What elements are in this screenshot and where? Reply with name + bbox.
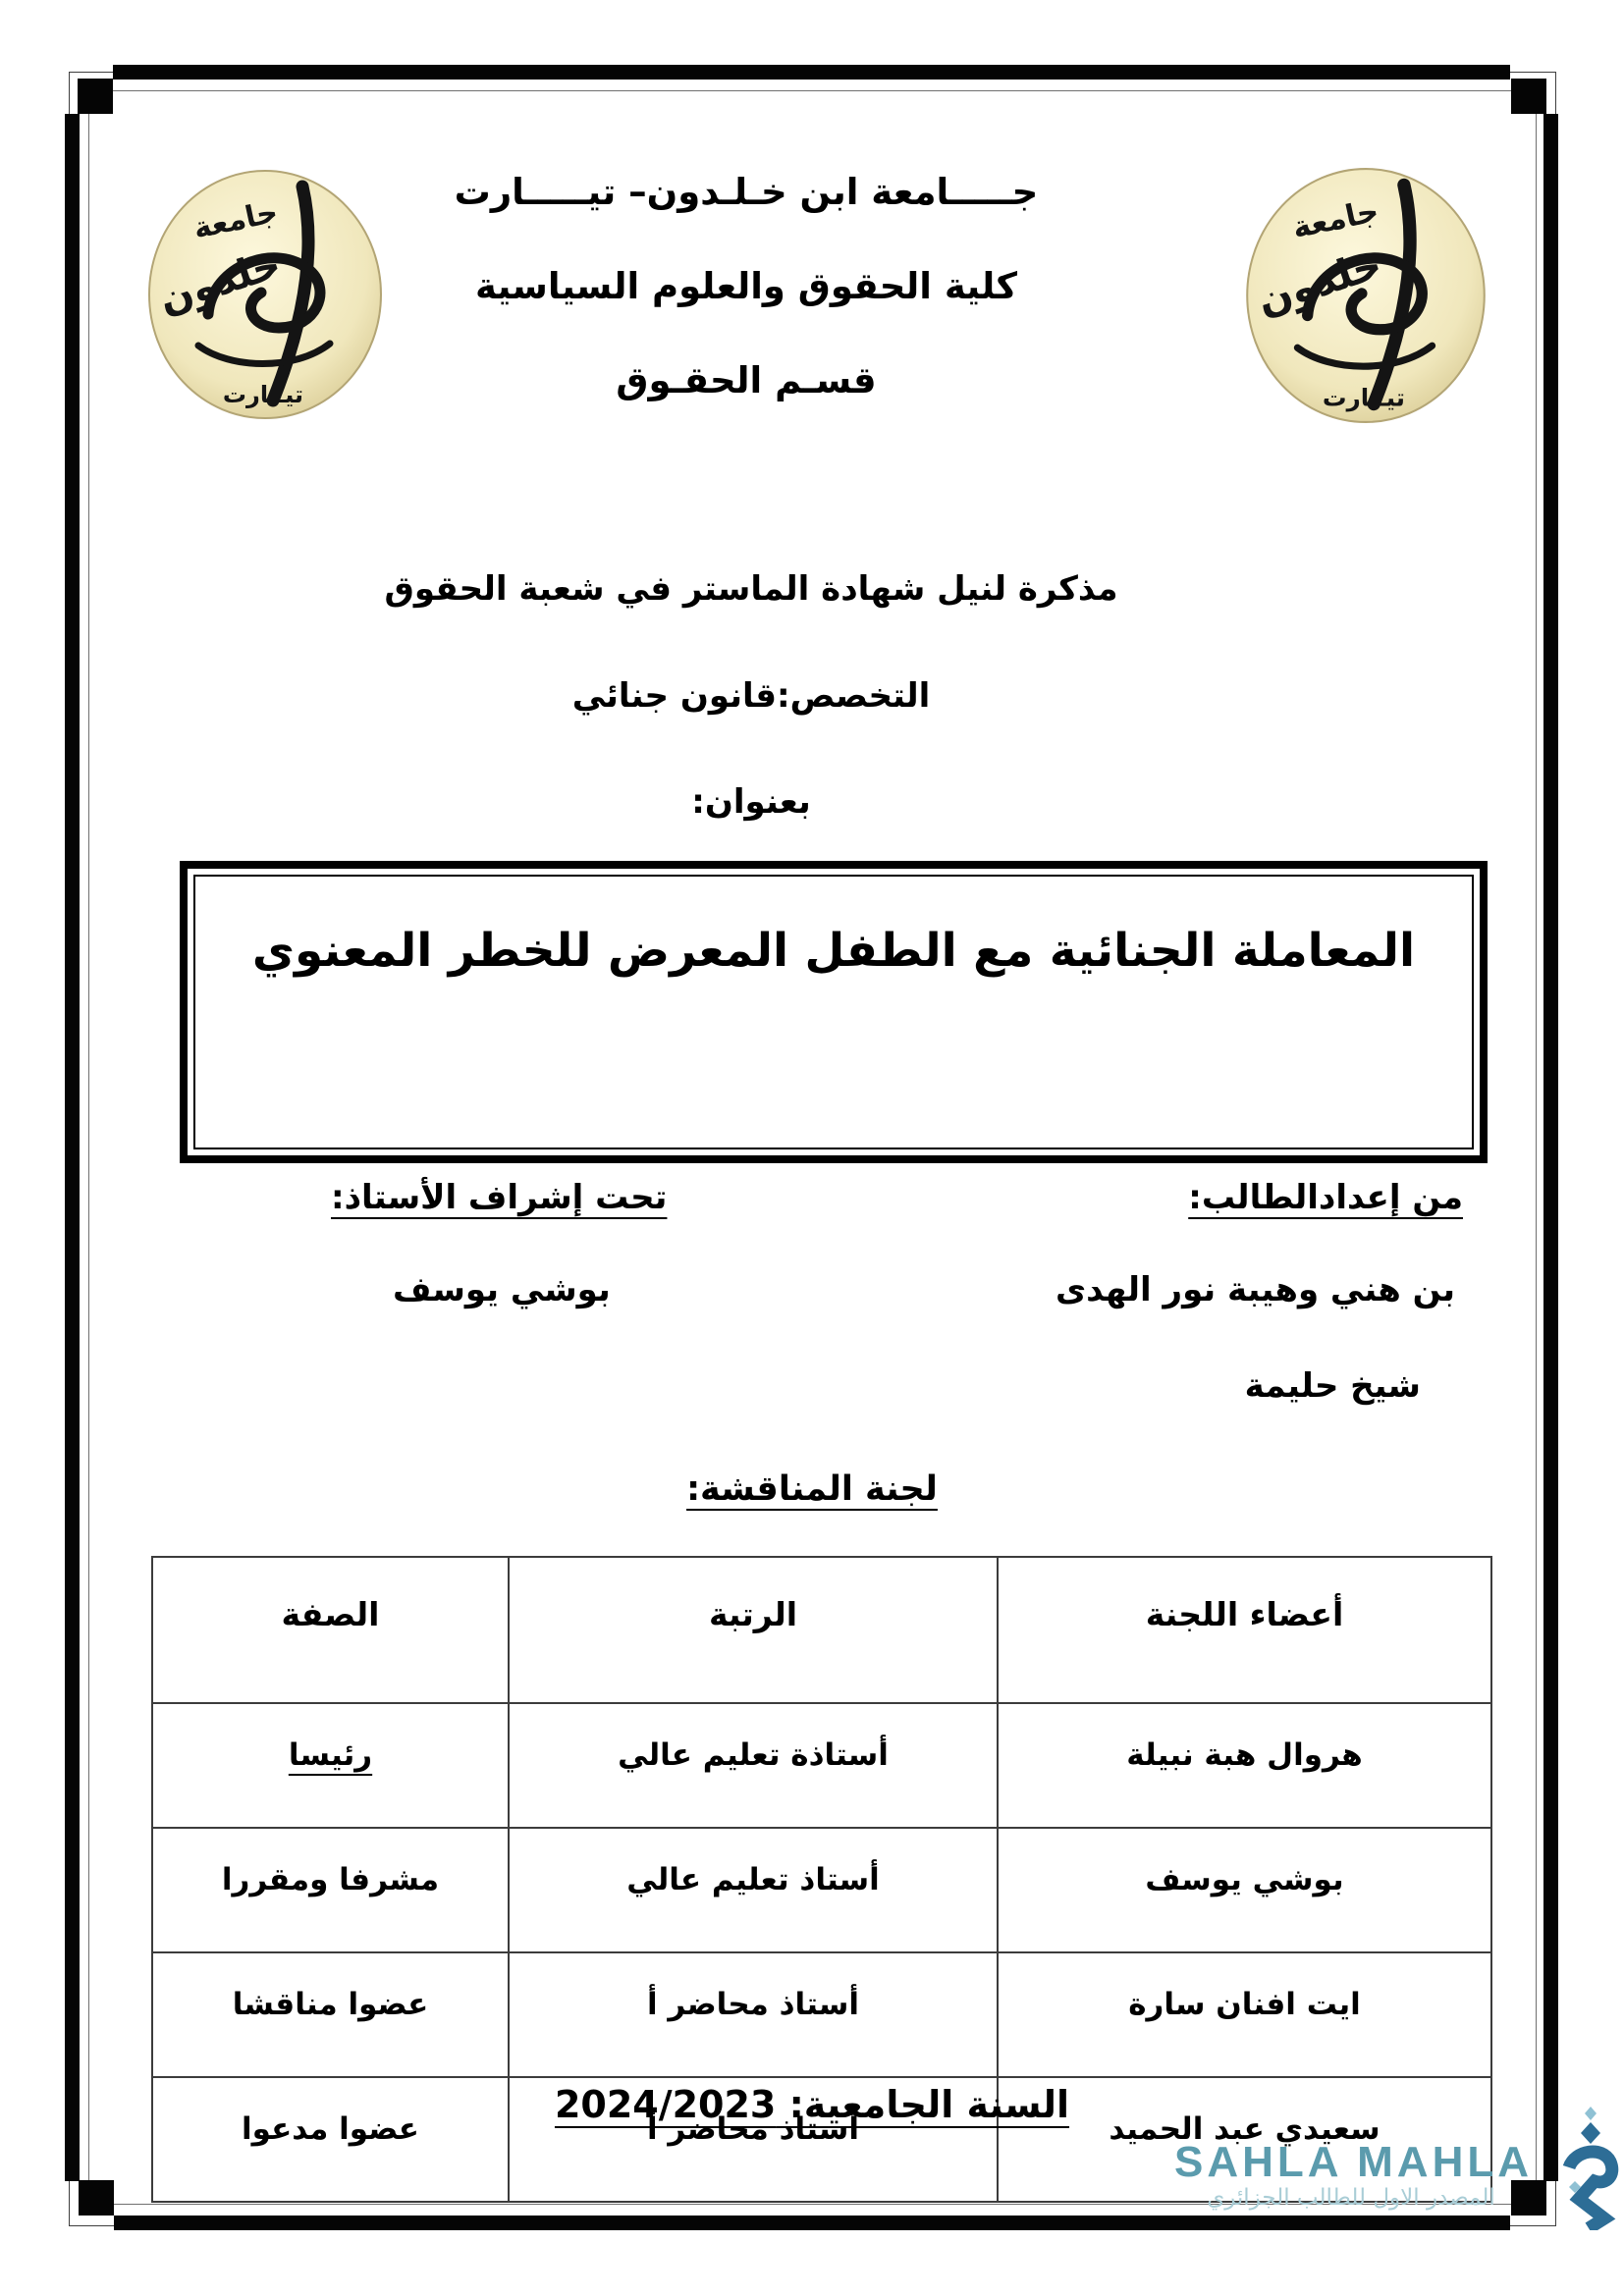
member-role-cell: مشرفا ومقررا: [152, 1828, 509, 1952]
university-seal-right-logo: [1235, 167, 1496, 424]
seal-text-tiaret: تيــارت: [1322, 383, 1405, 412]
table-row: [152, 1703, 1491, 1828]
thesis-title-box: [180, 861, 1488, 1163]
column-header-rank: الرتبة: [509, 1557, 998, 1703]
table-header-row: [152, 1557, 1491, 1703]
watermark-tagline: المصدر الاول للطالب الجزائري: [1207, 2185, 1495, 2211]
student-name-2: شيخ حليمة: [1244, 1366, 1421, 1406]
thesis-title: المعاملة الجنائية مع الطفل المعرض للخطر المعنوي: [251, 924, 1416, 978]
university-seal-left-logo: [147, 169, 383, 420]
table-row: [152, 1828, 1491, 1952]
seal-text-khaldoun: خلدون: [1251, 240, 1388, 325]
member-role-cell: رئيسا: [152, 1703, 509, 1828]
committee-heading: لجنة المناقشة:: [686, 1469, 938, 1509]
page-border-left: [65, 114, 80, 2181]
student-name: بن هني وهيبة نور الهدى: [1056, 1270, 1455, 1309]
specialty-statement: التخصص:قانون جنائي: [571, 676, 931, 716]
member-rank-cell: أستاذة تعليم عالي: [509, 1703, 998, 1828]
member-rank-cell: أستاذ تعليم عالي: [509, 1828, 998, 1952]
member-name-cell: ايت افنان سارة: [998, 1952, 1491, 2077]
memoir-statement: مذكرة لنيل شهادة الماستر في شعبة الحقوق: [384, 569, 1118, 609]
member-name-cell: سعيدي عبد الحميد: [998, 2077, 1491, 2202]
column-header-members: أعضاء اللجنة: [998, 1557, 1491, 1703]
seal-text-khaldoun: خلدون: [153, 241, 287, 324]
seal-text-jamia: جامعة: [1289, 193, 1382, 246]
member-role-cell: عضوا مدعوا: [152, 2077, 509, 2202]
member-name-cell: هروال هبة نبيلة: [998, 1703, 1491, 1828]
department-name: قسـم الحقـوق: [616, 359, 877, 401]
academic-year: السنة الجامعية: 2024/2023: [554, 2083, 1070, 2126]
supervisor-name: بوشي يوسف: [393, 1270, 611, 1309]
table-row: [152, 1952, 1491, 2077]
member-rank-cell: أستاذ محاضر أ: [509, 2077, 998, 2202]
page-border-top: [113, 65, 1510, 80]
member-name-cell: بوشي يوسف: [998, 1828, 1491, 1952]
sahla-mahla-logo: [1559, 2107, 1622, 2230]
seal-text-jamia: جامعة: [190, 194, 282, 246]
university-name: جـــــامعة ابن خـلـدون– تيـــــارت: [454, 171, 1039, 213]
member-rank-cell: أستاذ محاضر أ: [509, 1952, 998, 2077]
page-border-corner-top-left: [78, 79, 113, 114]
supervised-by-label: تحت إشراف الأستاذ:: [331, 1178, 668, 1217]
page-border-corner-bottom-left: [79, 2180, 114, 2216]
watermark-brand-text: SAHLA MAHLA: [1174, 2138, 1533, 2186]
faculty-name: كلية الحقوق والعلوم السياسية: [475, 265, 1017, 307]
page-border-bottom: [114, 2216, 1510, 2230]
page-border-corner-top-right: [1511, 79, 1546, 114]
page-border-right: [1543, 114, 1558, 2181]
member-role-cell: عضوا مناقشا: [152, 1952, 509, 2077]
prepared-by-label: من إعدادالطالب:: [1188, 1178, 1463, 1217]
column-header-role: الصفة: [152, 1557, 509, 1703]
seal-text-tiaret: تيــارت: [222, 381, 304, 408]
thesis-title-box-inner-border: [193, 875, 1474, 1149]
titled-label: بعنوان:: [691, 782, 811, 822]
